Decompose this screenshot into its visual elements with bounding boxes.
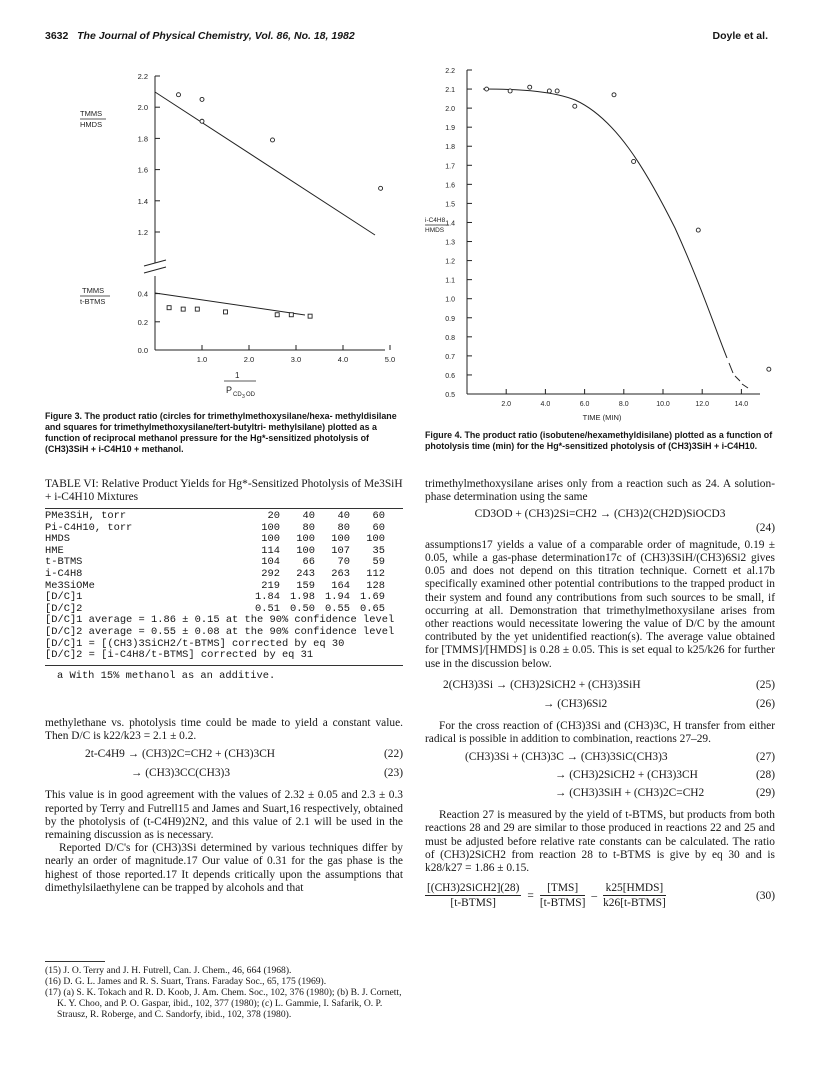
fig3-point-circle: [271, 138, 275, 142]
fig3-fit-line-lower: [155, 293, 305, 315]
fig4-ylabel-den: HMDS: [425, 227, 445, 234]
figure-3: [60, 60, 400, 400]
table-6-cell: 100: [261, 521, 280, 534]
fig3-ylabel-lower-den: t-BTMS: [80, 297, 106, 306]
table-6-row-label: i-C4H8: [45, 567, 83, 580]
fig4-point-circle: [612, 93, 616, 97]
table-6-footnote: a With 15% methanol as an additive.: [57, 669, 276, 682]
fig3-y-tick-label: 2.0: [137, 103, 148, 113]
fig4-y-tick-label: 0.5: [445, 392, 455, 399]
fig3-ylabel-upper-den: HMDS: [80, 120, 103, 129]
table-6-row-label: Me3SiOMe: [45, 579, 95, 592]
fig4-y-tick-label: 0.9: [445, 315, 455, 323]
table-6-cell: 159: [296, 579, 315, 592]
right-paragraph-2: assumptions17 yields a value of a comparable order of magnitude, 0.19 ± 0.05, while a gas-phase determination17c of (CH3)3SiH/(CH3)6Si2 gives 0.05 and does not depend on this titration technique. Cornett et al.17b specifically examined other potential contributions to the trapped product in their system and found any contributions from such sources to be small, if occurring at all. Demonstration that trimethylmethoxysilane arises from other reactions would necessitate lowering the value of D/C by the amount contributed by the yet unidentified reaction(s). The average value obtained for [TMMS]/[HMDS] is 0.28 ± 0.05. This is set equal to k25/k26 for further use in the discussion below.: [425, 538, 775, 670]
right-column-text: [425, 478, 775, 910]
table-6-note-3: [D/C]1 = [(CH3)3SiCH2/t-BTMS] corrected by eq 30: [45, 637, 345, 650]
equation-25: [425, 678, 775, 693]
fig3-point-square: [275, 313, 279, 317]
table-6-row-label: Pi-C4H10, torr: [45, 521, 133, 534]
right-paragraph-4: Reaction 27 is measured by the yield of t-BTMS, but products from both reactions 28 and 29 are similar to those produced in reactions 22 and 25 and must be adjusted before relative rate constants can be calculated. The ratio of (CH3)2SiCH2 from reaction 28 to t-BTMS is give by eq 30 and is k28/k27 = 1.86 ± 0.15.: [425, 809, 775, 875]
page-number: 3632: [45, 30, 69, 42]
fig3-y-tick-label: 1.6: [137, 165, 148, 175]
equation-23-body: → (CH3)3CC(CH3)3: [131, 767, 231, 780]
table-6-row-label: HMDS: [45, 533, 70, 546]
fig4-y-tick-label: 2.2: [445, 68, 455, 75]
fig4-y-tick-label: 1.7: [445, 163, 455, 171]
fig3-ylabel-upper-num: TMMS: [80, 109, 103, 118]
eq30-term-2: [603, 881, 666, 910]
table-6-cell: 104: [261, 556, 280, 569]
table-6-row-label: t-BTMS: [45, 556, 83, 569]
fig3-xlabel-num: 1: [235, 371, 240, 380]
fig4-y-tick-label: 1.8: [445, 144, 455, 152]
fig4-y-tick-label: 1.6: [445, 182, 455, 190]
table-6-cell: 107: [331, 544, 350, 557]
table-6-cell: 1.84: [255, 591, 280, 604]
table-6-cell: 100: [331, 533, 350, 546]
equation-29-body: → (CH3)3SiH + (CH3)2C=CH2: [555, 787, 705, 800]
fig4-point-circle: [573, 104, 577, 108]
fig4-point-circle: [508, 89, 512, 93]
fig4-point-circle: [555, 89, 559, 93]
table-6-note-4: [D/C]2 = [i-C4H8/t-BTMS] corrected by eq 31: [45, 649, 314, 662]
fig3-y-tick-label: 2.2: [137, 72, 148, 81]
table-6-cell: 1.94: [325, 591, 350, 604]
table-6-cell: 100: [296, 544, 315, 557]
table-6-bottom-rule: [45, 665, 403, 666]
fig3-xlabel-sub-od: OD: [246, 392, 255, 398]
fig4-point-circle: [767, 367, 771, 371]
equation-29: [425, 786, 775, 801]
table-6-cell: 164: [331, 579, 350, 592]
eq30-t2-num: k25[HMDS]: [603, 881, 666, 896]
table-6-note-1: [D/C]1 average = 1.86 ± 0.15 at the 90% confidence level: [45, 614, 395, 627]
table-6-row: [45, 511, 385, 523]
table-6-cell: 60: [372, 521, 385, 534]
running-header: [45, 30, 355, 42]
reference-17: (17) (a) S. K. Tokach and R. D. Koob, J. Am. Chem. Soc., 102, 376 (1980); (b) B. J. Cornett, K. Y. Choo, and P. O. Gaspar, ibid., 102, 377 (1980); (c) L. Gammie, I. Safarik, O. P. Strausz, R. Roberge, and C. Sandorfy, ibid., 102, 378 (1980).: [45, 987, 402, 1020]
eq30-equals: =: [527, 889, 534, 902]
author-header: Doyle et al.: [712, 30, 768, 42]
fig3-y-tick-label: 0.2: [137, 317, 148, 327]
table-6-cell: 40: [337, 510, 350, 522]
table-6-note-2: [D/C]2 average = 0.55 ± 0.08 at the 90% confidence level: [45, 625, 395, 638]
equation-24-body: CD3OD + (CH3)2Si=CH2 → (CH3)2(CH2D)SiOCD3: [474, 508, 726, 521]
fig3-fit-line-upper: [155, 92, 375, 235]
eq30-t1-num: [TMS]: [540, 881, 586, 896]
fig3-point-square: [308, 314, 312, 318]
fig4-xlabel: TIME (MIN): [582, 413, 622, 422]
equation-28-body: → (CH3)2SiCH2 + (CH3)3CH: [555, 769, 698, 782]
fig3-point-square: [289, 313, 293, 317]
figure-3-plot: [60, 60, 400, 400]
figure-4: [415, 58, 770, 422]
fig4-point-circle: [696, 228, 700, 232]
table-6-cell: 0.50: [290, 602, 315, 615]
fig3-y-tick-label: 0.4: [137, 289, 148, 299]
references: [45, 961, 403, 1020]
equation-23: [45, 766, 403, 781]
fig3-ylabel-lower-num: TMMS: [82, 286, 105, 295]
equation-30: [425, 881, 775, 910]
right-paragraph-1: trimethylmethoxysilane arises only from a reaction such as 24. A solution-phase determination using the same: [425, 478, 775, 504]
eq30-t1-den: [t-BTMS]: [539, 897, 586, 910]
equation-25-body: 2(CH3)3Si → (CH3)2SiCH2 + (CH3)3SiH: [443, 678, 641, 691]
table-6-cell: 1.69: [360, 591, 385, 604]
fig3-point-square: [167, 306, 171, 310]
fig4-fit-curve: [483, 89, 727, 358]
left-column-text: [45, 717, 403, 895]
equation-24-number: (24): [756, 521, 775, 534]
equation-26: [425, 697, 775, 712]
table-6-cell: 60: [372, 510, 385, 522]
eq30-lhs-num: [(CH3)2SiCH2](28): [427, 882, 520, 895]
table-6-cell: 128: [366, 579, 385, 592]
fig4-point-circle: [485, 87, 489, 91]
fig4-x-tick-label: 2.0: [501, 401, 512, 408]
references-rule: [45, 961, 105, 962]
fig3-y-tick-label: 1.4: [137, 196, 148, 206]
fig4-point-circle: [528, 85, 532, 89]
equation-25-number: (25): [756, 678, 775, 691]
fig4-point-circle: [632, 159, 636, 163]
right-paragraph-3: For the cross reaction of (CH3)3Si and (CH3)3C, H transfer from either radical is possible in addition to combination, reactions 27–29.: [425, 719, 775, 746]
table-6-cell: 0.55: [325, 602, 350, 615]
fig3-x-tick-label: 5.0: [384, 355, 396, 364]
figure-4-caption-text: The product ratio (isobutene/hexamethyldisilane) plotted as a function of photolysis time (min) for the Hg*-sensitized photolysis of (CH3)3SiH + i-C4H10.: [425, 430, 773, 451]
table-6-cell: 112: [366, 567, 385, 580]
fig3-y-tick-label: 1.8: [137, 134, 148, 144]
left-paragraph-1: methylethane vs. photolysis time could be made to yield a constant value. Then D/C is k22/k23 = 2.1 ± 0.2.: [45, 717, 403, 743]
table-6-top-rule: [45, 508, 403, 509]
fig4-y-tick-label: 0.6: [445, 372, 455, 380]
fig3-y-tick-label: 1.2: [137, 228, 148, 237]
reference-16: (16) D. G. L. James and R. S. Suart, Trans. Faraday Soc., 65, 175 (1969).: [45, 976, 327, 987]
fig4-x-tick-label: 6.0: [579, 401, 590, 408]
equation-26-body: → (CH3)6Si2: [543, 697, 608, 710]
table-6-row: [45, 569, 385, 581]
table-6-cell: 100: [366, 533, 385, 546]
fig4-y-tick-label: 2.0: [445, 106, 455, 114]
fig3-point-square: [181, 307, 185, 311]
table-6-cell: 0.65: [360, 602, 385, 615]
figure-4-caption: [425, 430, 773, 452]
eq30-lhs-den: [t-BTMS]: [450, 897, 496, 910]
table-6-cell: 59: [372, 556, 385, 569]
equation-24: [425, 508, 775, 521]
fig4-fit-curve-dashed: [729, 363, 748, 388]
fig4-y-tick-label: 1.3: [445, 239, 455, 247]
fig4-y-tick-label: 1.9: [445, 125, 455, 133]
equation-27-body: (CH3)3Si + (CH3)3C → (CH3)3SiC(CH3)3: [465, 751, 668, 764]
fig4-x-tick-label: 4.0: [540, 401, 551, 408]
fig3-point-square: [224, 310, 228, 314]
fig3-xlabel-sub-cd: CD: [233, 392, 242, 398]
table-6-cell: 40: [302, 510, 315, 522]
equation-28-number: (28): [756, 769, 775, 782]
eq30-t2-den: k26[t-BTMS]: [603, 897, 666, 910]
figure-3-caption-label: Figure 3.: [45, 411, 82, 421]
fig4-x-tick-label: 8.0: [618, 401, 629, 408]
fig4-x-tick-label: 12.0: [695, 401, 710, 408]
fig4-y-tick-label: 0.8: [445, 334, 455, 342]
table-6-cell: 35: [372, 544, 385, 557]
equation-23-number: (23): [384, 767, 403, 780]
equation-27-number: (27): [756, 751, 775, 764]
table-6-cell: 20: [267, 510, 280, 522]
fig3-x-tick-label: 4.0: [337, 355, 349, 364]
table-6-cell: 263: [331, 567, 350, 580]
equation-29-number: (29): [756, 787, 775, 800]
table-6-row-label: PMe3SiH, torr: [45, 510, 127, 522]
table-6-cell: 114: [261, 544, 280, 557]
equation-28: [425, 768, 775, 783]
equation-27: [425, 750, 775, 765]
equation-26-number: (26): [756, 697, 775, 710]
fig4-y-tick-label: 2.1: [445, 87, 455, 95]
table-6-cell: 0.51: [255, 602, 280, 615]
figure-3-caption: [45, 411, 403, 455]
eq30-lhs: [425, 881, 521, 910]
fig4-y-tick-label: 1.4: [445, 220, 455, 228]
fig4-y-tick-label: 1.1: [445, 277, 455, 285]
fig4-y-tick-label: 1.2: [445, 258, 455, 266]
table-6-cell: 219: [261, 579, 280, 592]
fig3-xlabel-p: P: [226, 385, 233, 395]
table-6-row: [45, 592, 385, 604]
journal-citation: The Journal of Physical Chemistry, Vol. 86, No. 18, 1982: [77, 30, 355, 42]
fig4-y-tick-label: 1.0: [445, 296, 455, 304]
eq30-term-1: [540, 881, 586, 910]
table-6-body: [45, 511, 385, 615]
fig4-ylabel-num: i-C4H8: [425, 217, 446, 224]
table-6-title: TABLE VI: Relative Product Yields for Hg*-Sensitized Photolysis of Me3SiH + i-C4H10 Mixtures: [45, 478, 403, 503]
left-paragraph-2: This value is in good agreement with the values of 2.32 ± 0.05 and 2.3 ± 0.3 reported by Terry and Futrell15 and James and Suart,16 respectively, obtained by the photolysis of (t-C4H9)2N2, and this value of 2.1 will be used in the remaining discussion as is necessary.: [45, 789, 403, 842]
fig3-point-square: [195, 307, 199, 311]
table-6-cell: 70: [337, 556, 350, 569]
fig4-y-tick-label: 1.5: [445, 201, 455, 209]
fig4-y-tick-label: 0.7: [445, 353, 455, 361]
equation-22-number: (22): [384, 748, 403, 761]
fig4-x-tick-label: 14.0: [734, 401, 749, 408]
table-6-cell: 243: [296, 567, 315, 580]
fig3-point-circle: [200, 119, 204, 123]
fig3-x-tick-label: 1.0: [196, 355, 208, 364]
fig3-point-circle: [200, 97, 204, 101]
table-6-row-label: [D/C]2: [45, 602, 83, 615]
figure-4-caption-label: Figure 4.: [425, 430, 462, 440]
left-paragraph-3: Reported D/C's for (CH3)3Si determined by various techniques differ by nearly an order of magnitude.17 Our value of 0.31 for the gas phase is the highest of those reported.17 It depends critically upon the assumptions that dimethylsilaethylene can be trapped by alcohols and that: [45, 842, 403, 894]
figure-4-plot: [415, 58, 770, 422]
table-6-row-label: [D/C]1: [45, 591, 83, 604]
fig4-x-tick-label: 10.0: [656, 401, 670, 408]
table-6: [45, 478, 403, 682]
table-6-cell: 100: [261, 533, 280, 546]
equation-22: [45, 747, 403, 762]
eq30-number: (30): [756, 889, 775, 902]
fig4-point-circle: [547, 89, 551, 93]
figure-3-caption-text: The product ratio (circles for trimethylmethoxysilane/hexa- methyldisilane and squares for trimethylmethoxysilane/tert-butyltri- methylsilane) plotted as a function of reciprocal methanol pressure for the Hg*-sensitized photolysis of (CH3)3SiH + i-C4H10 + methanol.: [45, 411, 397, 454]
table-6-cell: 292: [261, 567, 280, 580]
table-6-row: [45, 546, 385, 558]
reference-15: (15) J. O. Terry and J. H. Futrell, Can. J. Chem., 46, 664 (1968).: [45, 965, 292, 976]
fig3-x-tick-label: 2.0: [243, 355, 255, 364]
table-6-row-label: HME: [45, 544, 64, 557]
table-6-cell: 1.98: [290, 591, 315, 604]
fig3-point-circle: [379, 186, 383, 190]
table-6-cell: 80: [337, 521, 350, 534]
fig3-y-tick-label: 0.0: [137, 346, 148, 355]
fig3-xlabel-sub-3: 3: [242, 394, 245, 400]
fig3-x-tick-label: 3.0: [290, 355, 302, 364]
equation-22-body: 2t-C4H9 → (CH3)2C=CH2 + (CH3)3CH: [85, 748, 276, 761]
fig3-point-circle: [177, 93, 181, 97]
table-6-cell: 100: [296, 533, 315, 546]
eq30-minus: –: [591, 889, 598, 902]
table-6-cell: 80: [302, 521, 315, 534]
table-6-cell: 66: [302, 556, 315, 569]
